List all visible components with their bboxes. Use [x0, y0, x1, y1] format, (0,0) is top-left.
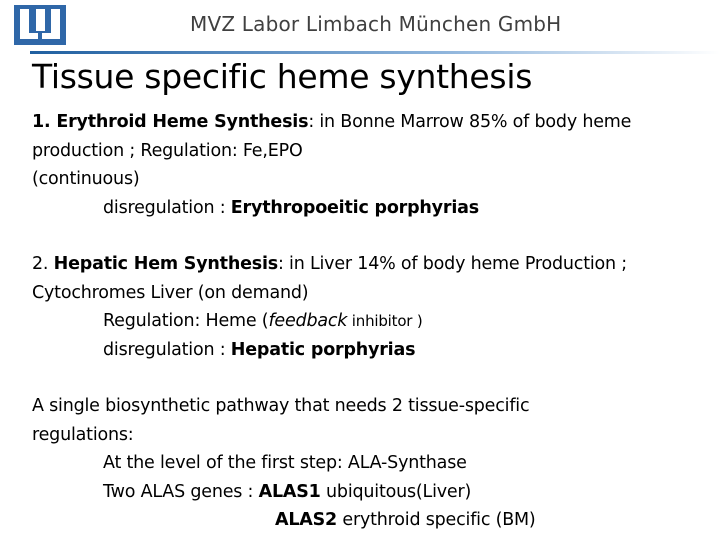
slide-title: Tissue specific heme synthesis — [32, 57, 533, 96]
erythroid-line-3: (continuous) — [32, 169, 140, 189]
hepatic-line-1: 2. Hepatic Hem Synthesis: in Liver 14% of body heme Production ; — [32, 254, 627, 274]
erythroid-heading: 1. Erythroid Heme Synthesis — [32, 112, 309, 132]
spacer — [32, 364, 712, 392]
organization-name: MVZ Labor Limbach München GmbH — [190, 12, 562, 36]
hepatic-regulation: Regulation: Heme (feedback inhibitor ) — [103, 311, 423, 331]
alas2-line: ALAS2 erythroid specific (BM) — [275, 510, 536, 530]
pathway-line-2: regulations: — [32, 424, 134, 445]
hepatic-disregulation: disregulation : Hepatic porphyrias — [103, 339, 416, 360]
pathway-first-step: At the level of the first step: ALA-Synthase — [103, 453, 467, 473]
hepatic-heading: Hepatic Hem Synthesis — [53, 254, 278, 274]
header — [0, 0, 720, 51]
spacer — [32, 222, 712, 250]
alas-genes-line: Two ALAS genes : ALAS1 ubiquitous(Liver) — [103, 481, 472, 502]
lab-logo-icon — [14, 5, 66, 45]
erythroid-disregulation: disregulation : Erythropoeitic porphyrias — [103, 197, 479, 218]
pathway-line-1: A single biosynthetic pathway that needs 2 tissue-specific — [32, 396, 530, 416]
erythroid-line-1: 1. Erythroid Heme Synthesis: in Bonne Marrow 85% of body heme — [32, 112, 632, 132]
slide-body — [32, 108, 712, 535]
header-divider — [30, 51, 720, 54]
hepatic-line-2: Cytochromes Liver (on demand) — [32, 282, 309, 303]
erythroid-line-2: production ; Regulation: Fe,EPO — [32, 140, 303, 161]
